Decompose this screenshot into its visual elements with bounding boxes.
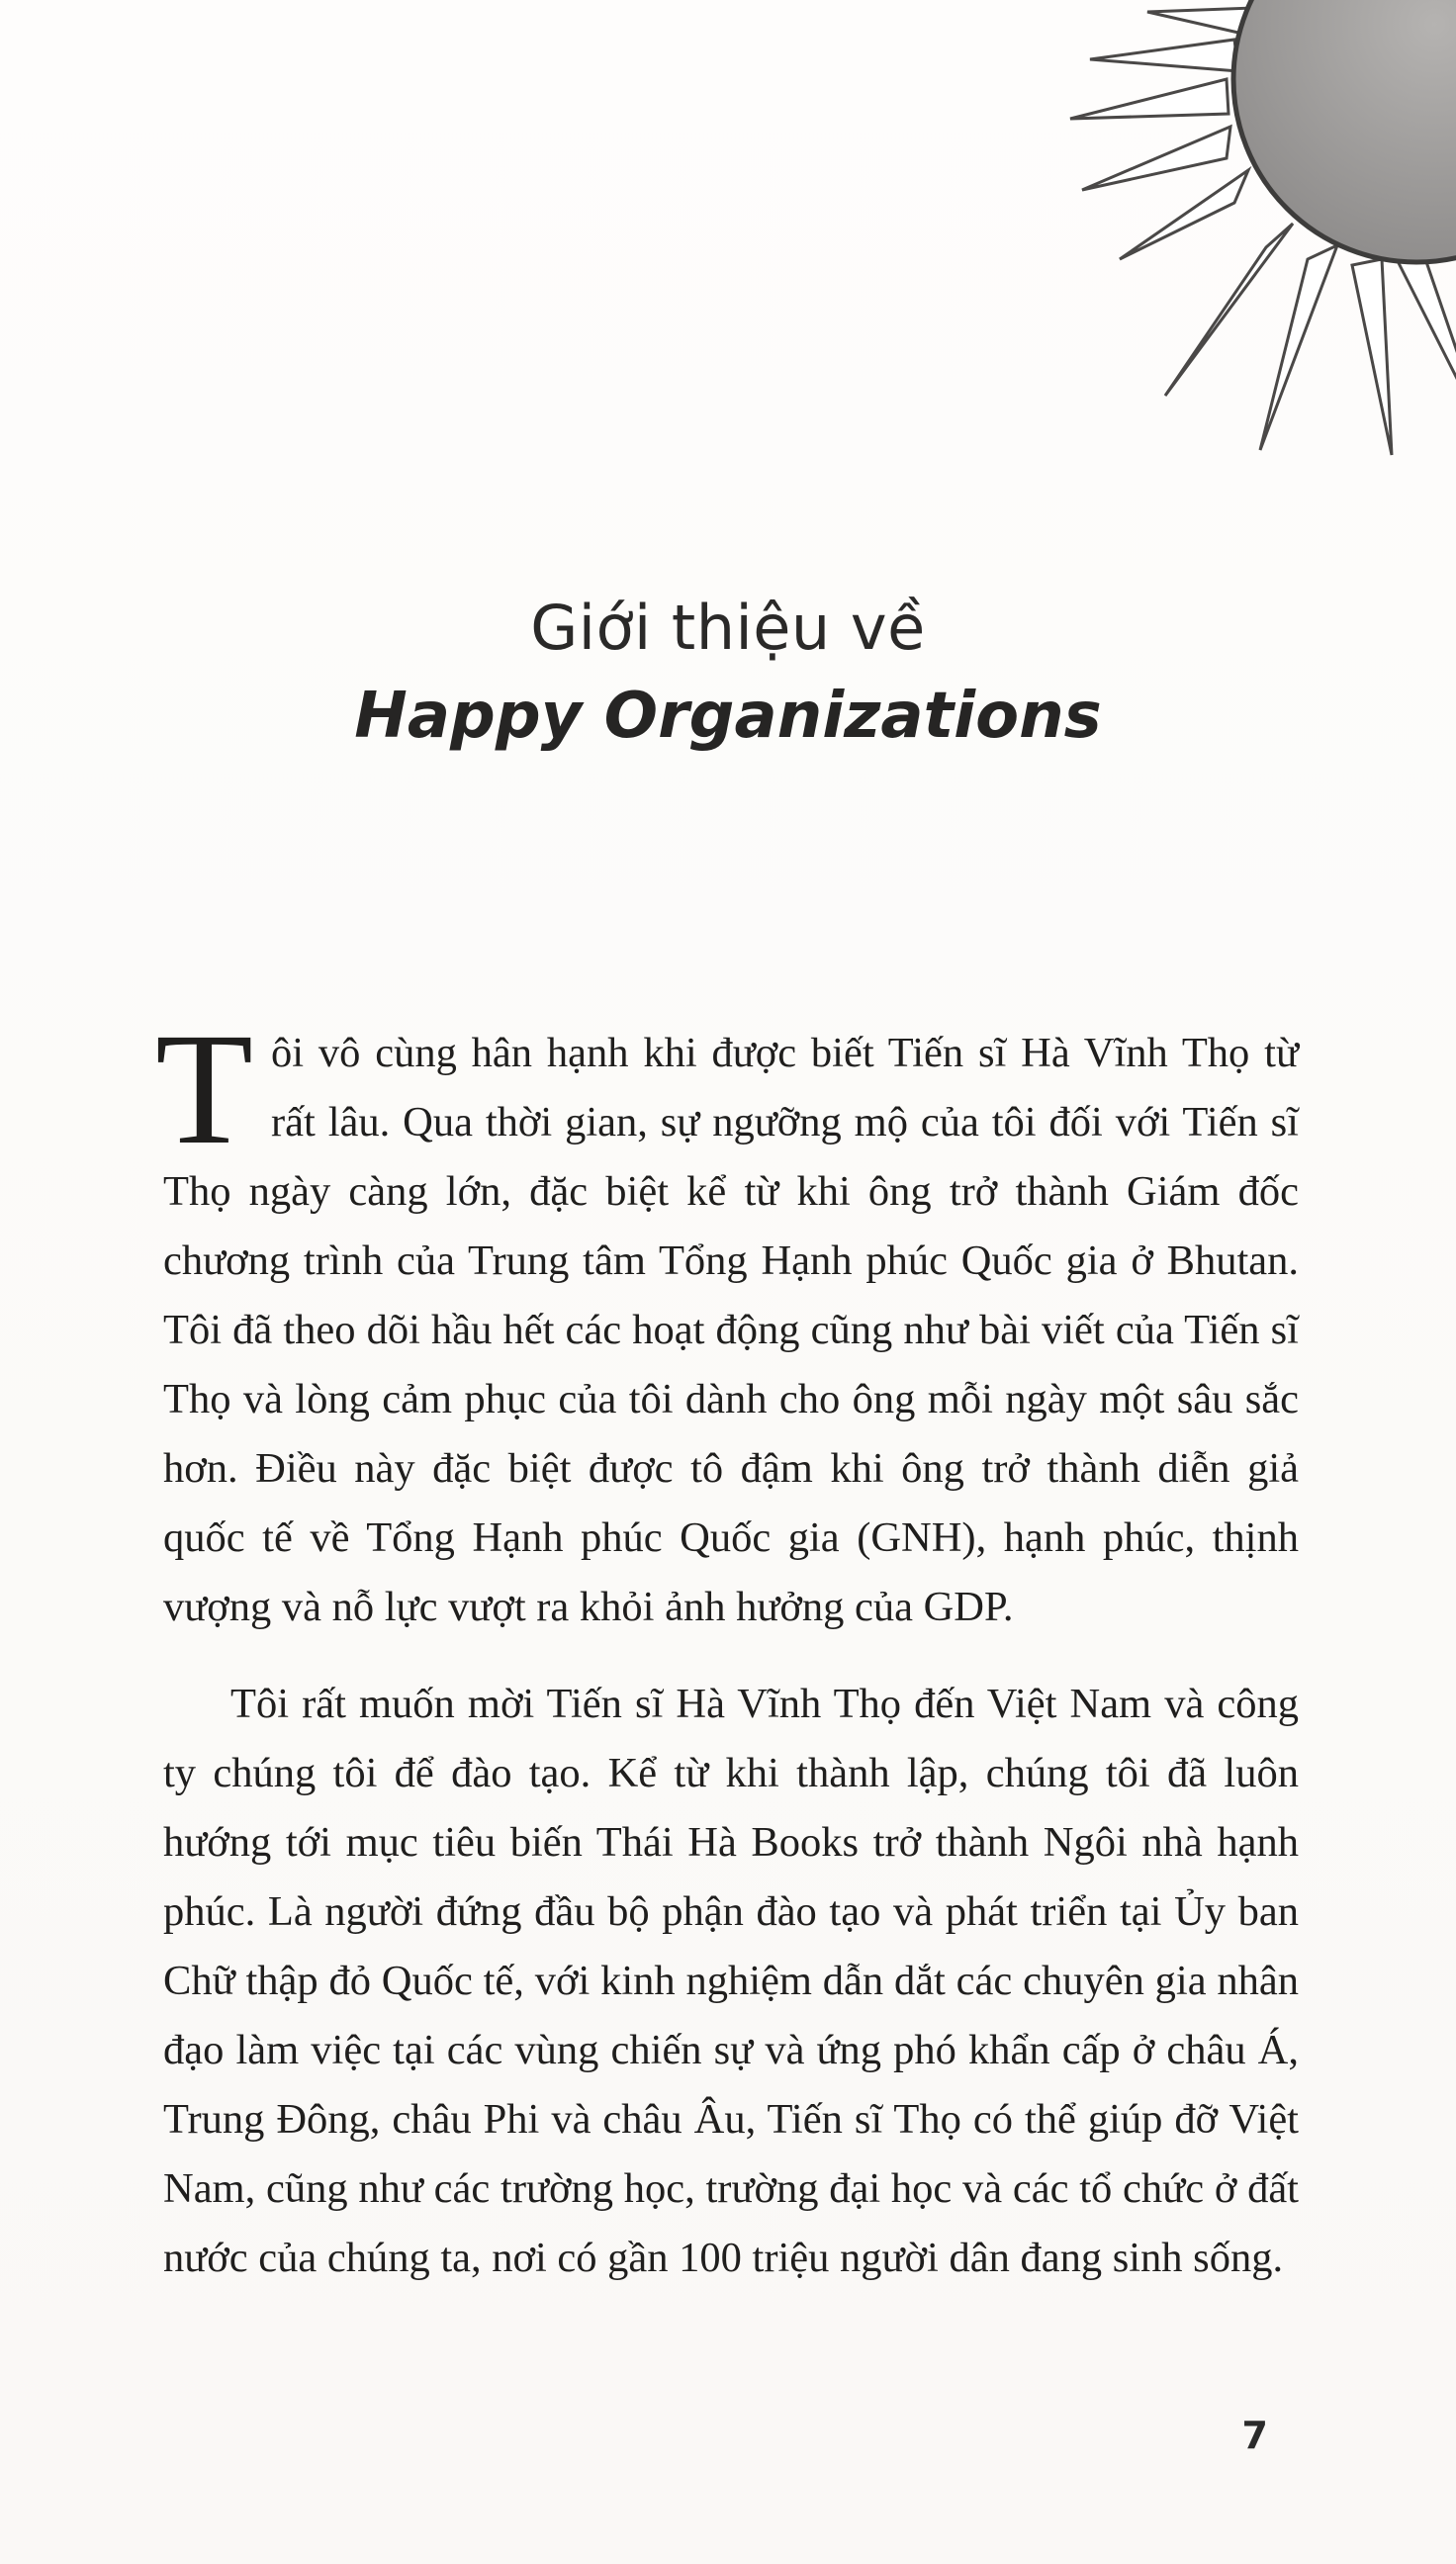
- chapter-heading: [0, 589, 1456, 761]
- body-text: [155, 1001, 1299, 2293]
- sun-icon: [1041, 0, 1456, 465]
- heading-book-title: Happy Organizations: [354, 680, 1102, 753]
- paragraph-1-text: ôi vô cùng hân hạnh khi được biết Tiến sĩ Hà Vĩnh Thọ từ rất lâu. Qua thời gian, sự ngưỡng mộ của tôi đối với Tiến sĩ Thọ ngày càng lớn, đặc biệt kể từ khi ông trở thành Giám đốc chương trình của Trung tâm Tổng Hạnh phúc Quốc gia ở Bhutan. Tôi đã theo dõi hầu hết các hoạt động cũng như bài viết của Tiến sĩ Thọ và lòng cảm phục của tôi dành cho ông mỗi ngày một sâu sắc hơn. Điều này đặc biệt được tô đậm khi ông trở thành diễn giả quốc tế về Tổng Hạnh phúc Quốc gia (GNH), hạnh phúc, thịnh vượng và nỗ lực vượt ra khỏi ảnh hưởng của GDP.: [163, 1030, 1299, 1630]
- paragraph-1: [155, 1001, 1299, 1642]
- drop-cap: T: [155, 1001, 253, 1178]
- page-number: 7: [1241, 2414, 1268, 2457]
- heading-line-1: Giới thiệu về: [530, 592, 926, 664]
- paragraph-2: Tôi rất muốn mời Tiến sĩ Hà Vĩnh Thọ đến Việt Nam và công ty chúng tôi để đào tạo. Kể từ khi thành lập, chúng tôi đã luôn hướng tới mục tiêu biến Thái Hà Books trở thành Ngôi nhà hạnh phúc. Là người đứng đầu bộ phận đào tạo và phát triển tại Ủy ban Chữ thập đỏ Quốc tế, với kinh nghiệm dẫn dắt các chuyên gia nhân đạo làm việc tại các vùng chiến sự và ứng phó khẩn cấp ở châu Á, Trung Đông, châu Phi và châu Âu, Tiến sĩ Thọ có thể giúp đỡ Việt Nam, cũng như các trường học, trường đại học và các tổ chức ở đất nước của chúng ta, nơi có gần 100 triệu người dân đang sinh sống.: [163, 1681, 1299, 2281]
